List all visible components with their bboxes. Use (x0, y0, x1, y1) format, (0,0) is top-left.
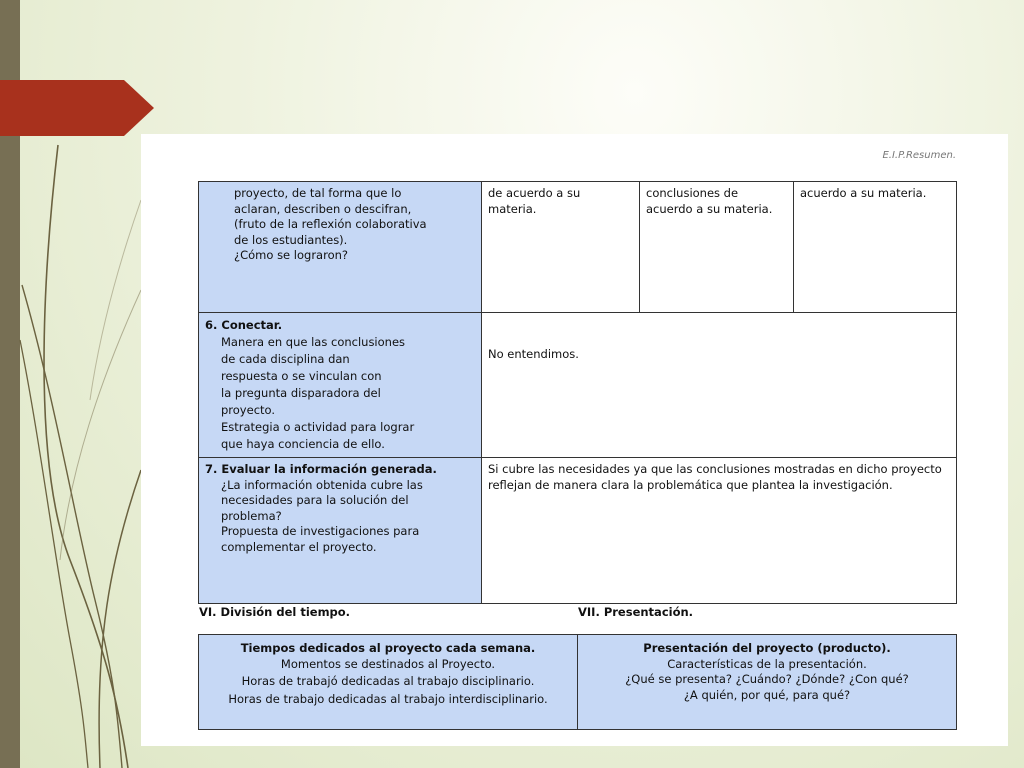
bottom-right-cell (578, 635, 957, 730)
text-line: conclusiones de (646, 186, 739, 200)
section-heading-division: VI. División del tiempo. (199, 605, 351, 619)
text-line: acuerdo a su materia. (646, 201, 773, 216)
header-note: E.I.P.Resumen. (882, 150, 956, 161)
row1-col4 (794, 182, 957, 313)
text-line: ¿A quién, por qué, para qué? (683, 687, 851, 702)
document-page (141, 134, 1008, 746)
text-line: necesidades para la solución del (221, 493, 409, 507)
bottom-table (198, 634, 957, 730)
text-line: ¿Qué se presenta? ¿Cuándo? ¿Dónde? ¿Con qué? (625, 672, 909, 686)
text-line: No entendimos. (488, 347, 579, 361)
bottom-right-title: Presentación del proyecto (producto). (643, 641, 891, 655)
text-line: de cada disciplina dan (221, 352, 350, 366)
row2-col1 (199, 313, 482, 458)
text-line: Si cubre las necesidades ya que las conclusiones mostradas en dicho proyecto (488, 462, 942, 476)
table-row (199, 313, 957, 458)
text-line: acuerdo a su materia. (800, 186, 927, 200)
text-line: ¿La información obtenida cubre las (221, 477, 423, 492)
text-line: Horas de trabajo dedicadas al trabajo interdisciplinario. (228, 691, 548, 706)
text-line: la pregunta disparadora del (221, 386, 381, 400)
row3-col1 (199, 458, 482, 604)
row1-col1 (199, 182, 482, 313)
text-line: Horas de trabajó dedicadas al trabajo disciplinario. (241, 674, 535, 688)
text-line: Características de la presentación. (667, 656, 867, 671)
text-line: que haya conciencia de ello. (221, 437, 385, 451)
table-row (199, 458, 957, 604)
row3-answer (482, 458, 957, 604)
text-line: Momentos se destinados al Proyecto. (280, 656, 496, 671)
table-row (199, 635, 957, 730)
row1-col2 (482, 182, 640, 313)
text-line: de los estudiantes). (234, 232, 348, 247)
row1-col3 (640, 182, 794, 313)
text-line: materia. (488, 201, 537, 216)
text-line: aclaran, describen o descifran, (234, 201, 412, 216)
bottom-left-cell (199, 635, 578, 730)
text-line: problema? (221, 508, 282, 523)
text-line: Estrategia o actividad para lograr (221, 420, 415, 434)
row2-heading: 6. Conectar. (205, 318, 283, 332)
text-line: proyecto. (221, 403, 276, 417)
red-arrow-banner (0, 80, 154, 136)
row3-heading: 7. Evaluar la información generada. (205, 462, 437, 476)
text-line: Propuesta de investigaciones para (221, 524, 420, 538)
text-line: respuesta o se vinculan con (221, 369, 382, 383)
bottom-left-title: Tiempos dedicados al proyecto cada semana. (240, 641, 536, 655)
table-row (199, 182, 957, 313)
text-line: proyecto, de tal forma que lo (234, 186, 402, 200)
text-line: ¿Cómo se lograron? (234, 248, 348, 262)
text-line: reflejan de manera clara la problemática que plantea la investigación. (488, 477, 893, 492)
text-line: de acuerdo a su (488, 186, 581, 200)
text-line: complementar el proyecto. (221, 539, 377, 554)
main-table (198, 181, 957, 604)
row2-answer (482, 313, 957, 458)
text-line: Manera en que las conclusiones (221, 335, 406, 349)
section-heading-presentacion: VII. Presentación. (578, 605, 694, 619)
text-line: (fruto de la reflexión colaborativa (234, 217, 427, 231)
